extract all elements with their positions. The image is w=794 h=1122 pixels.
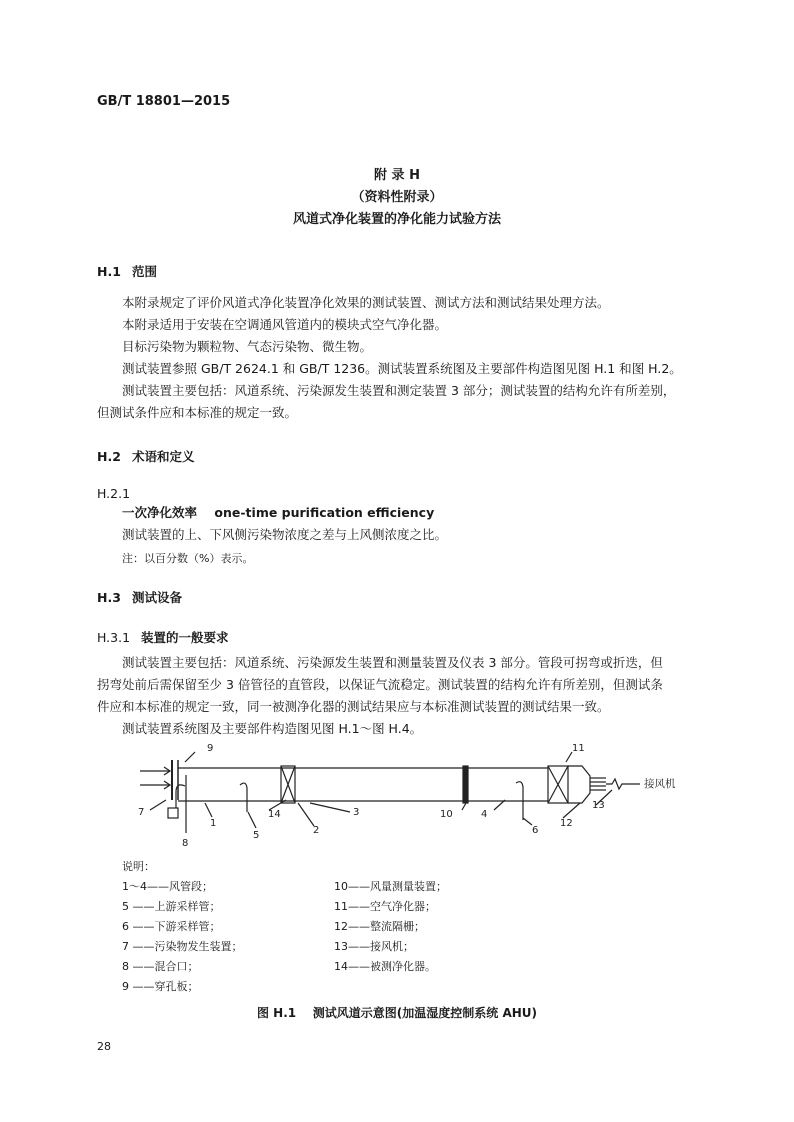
section-number: H.1 [97, 264, 121, 279]
paragraph: 测试装置系统图及主要部件构造图见图 H.1～图 H.4。 [122, 721, 423, 736]
legend-item: 12——整流隔栅； [334, 920, 425, 933]
callout-10: 10 [440, 809, 453, 820]
subsection-title: 装置的一般要求 [141, 630, 229, 645]
figure-caption: 图 H.1 测试风道示意图(加温湿度控制系统 AHU) [256, 1006, 538, 1020]
callout-12: 12 [560, 818, 573, 829]
legend-item: 5 ——上游采样管； [122, 900, 221, 913]
callout-fan: 接风机 [644, 778, 676, 790]
callout-14: 14 [268, 809, 281, 820]
callout-2: 2 [313, 825, 320, 836]
section-number: H.2 [97, 449, 121, 464]
flow-measurement-device [463, 766, 468, 803]
appendix-name: 风道式净化装置的净化能力试验方法 [292, 212, 501, 227]
callout-9: 9 [207, 743, 214, 754]
paragraph: 但测试条件应和本标准的规定一致。 [97, 405, 298, 420]
callout-6: 6 [532, 825, 539, 836]
term-title: 一次净化效率 one-time purification efficiency [122, 505, 435, 520]
section-title: 范围 [132, 264, 158, 279]
callout-3: 3 [353, 807, 360, 818]
legend-item: 6 ——下游采样管； [122, 920, 221, 933]
callout-13: 13 [592, 800, 605, 811]
legend-item: 7 ——污染物发生装置； [122, 940, 243, 953]
page-number: 28 [97, 1040, 111, 1053]
term-note: 注：以百分数（%）表示。 [122, 552, 254, 565]
term-definition: 测试装置的上、下风侧污染物浓度之差与上风侧浓度之比。 [122, 527, 448, 542]
upstream-sampling-tube [240, 783, 247, 812]
legend-item: 9 ——穿孔板； [122, 980, 199, 993]
callout-1: 1 [210, 818, 217, 829]
paragraph: 测试装置参照 GB/T 2624.1 和 GB/T 1236。测试装置系统图及主要部件构造图见图 H.1 和图 H.2。 [122, 361, 682, 376]
appendix-nature: （资料性附录） [351, 190, 443, 205]
section-title: 术语和定义 [132, 449, 195, 464]
legend-item: 11——空气净化器； [334, 900, 436, 913]
standard-id: GB/T 18801—2015 [97, 94, 231, 109]
section-number: H.3 [97, 590, 121, 605]
callout-8: 8 [182, 838, 189, 849]
paragraph: 测试装置主要包括：风道系统、污染源发生装置和测定装置 3 部分；测试装置的结构允许有所差别， [122, 383, 676, 398]
legend-item: 8 ——混合口； [122, 960, 199, 973]
appendix-title: 附 录 H [374, 168, 420, 183]
paragraph: 拐弯处前后需保留至少 3 倍管径的直管段，以保证气流稳定。测试装置的结构允许有所差别，但测试条 [97, 677, 663, 692]
callout-11: 11 [572, 743, 585, 754]
paragraph: 本附录适用于安装在空调通风管道内的模块式空气净化器。 [122, 317, 448, 332]
legend-item: 14——被测净化器。 [334, 960, 436, 973]
subsection-number: H.3.1 [97, 630, 131, 645]
subsection-number: H.2.1 [97, 486, 131, 501]
section-title: 测试设备 [132, 590, 183, 605]
paragraph: 件应和本标准的规定一致，同一被测净化器的测试结果应与本标准测试装置的测试结果一致。 [97, 699, 610, 714]
paragraph: 本附录规定了评价风道式净化装置净化效果的测试装置、测试方法和测试结果处理方法。 [122, 295, 610, 310]
callout-7: 7 [138, 807, 145, 818]
paragraph: 测试装置主要包括：风道系统、污染源发生装置和测量装置及仪表 3 部分。管段可拐弯或折迭，但 [122, 655, 663, 670]
paragraph: 目标污染物为颗粒物、气态污染物、微生物。 [122, 339, 373, 354]
callout-4: 4 [481, 809, 488, 820]
legend-item: 10——风量测量装置； [334, 880, 447, 893]
legend-title: 说明： [122, 860, 155, 873]
callout-5: 5 [253, 830, 260, 841]
legend-item: 1～4——风管段； [122, 880, 213, 893]
legend-item: 13——接风机； [334, 940, 414, 953]
